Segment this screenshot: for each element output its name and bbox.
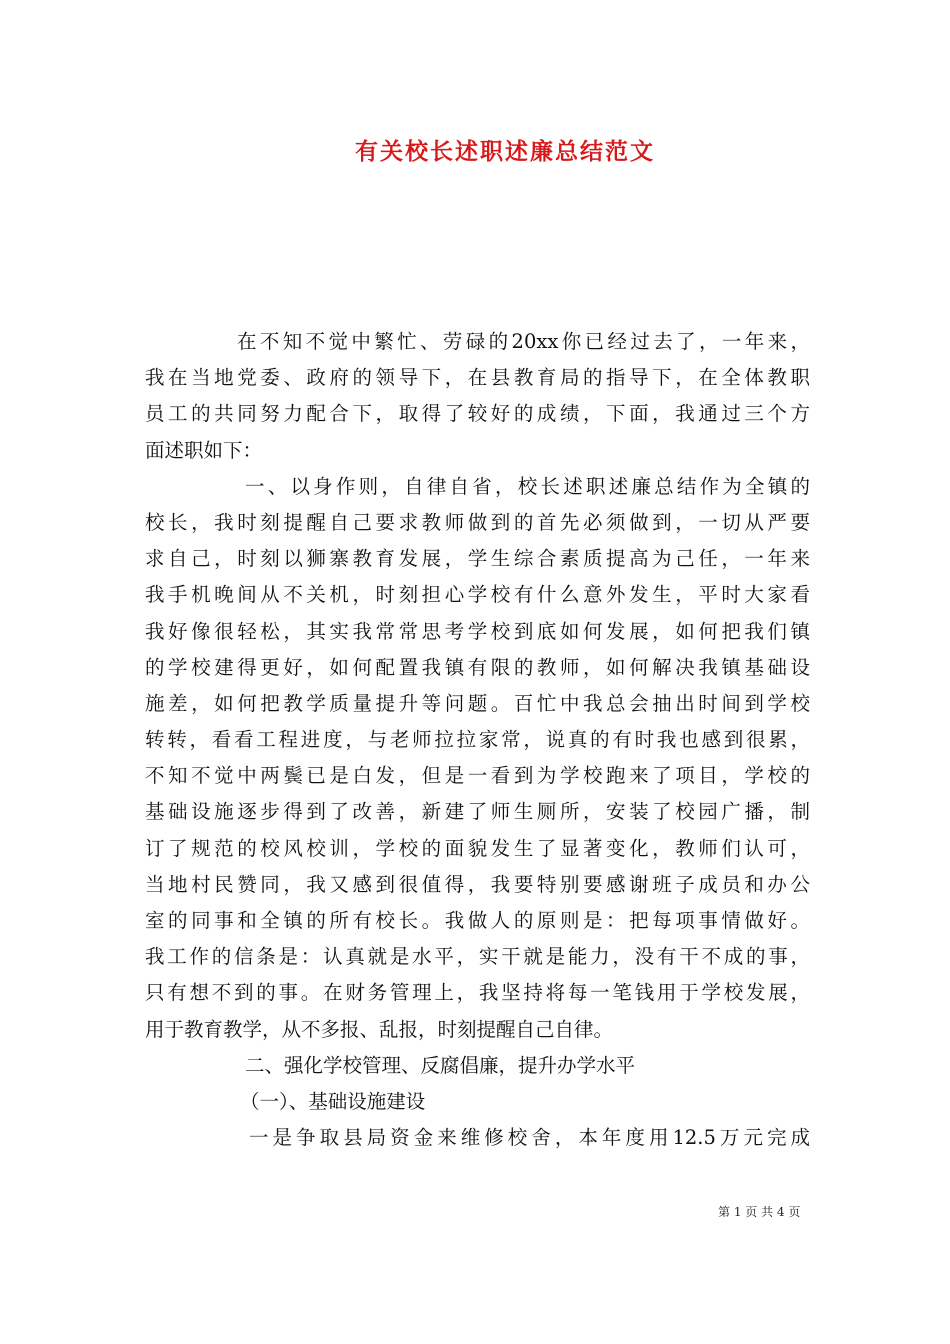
body-line: 订了规范的校风校训，学校的面貌发生了显著变化，教师们认可， <box>145 836 810 860</box>
body-line: 室的同事和全镇的所有校长。我做人的原则是：把每项事情做好。 <box>145 909 810 932</box>
body-line: 我好像很轻松，其实我常常思考学校到底如何发展，如何把我们镇 <box>145 619 810 643</box>
body-line: 只有想不到的事。在财务管理上，我坚持将每一笔钱用于学校发展， <box>145 981 810 1005</box>
body-line: 校长，我时刻提醒自己要求教师做到的首先必须做到，一切从严要 <box>145 510 810 534</box>
body-line: 基础设施逐步得到了改善，新建了师生厕所，安装了校园广播，制 <box>145 800 810 824</box>
page-footer: 第 1 页 共 4 页 <box>718 1205 801 1219</box>
body-line: 用于教育教学，从不多报、乱报，时刻提醒自己自律。 <box>145 1017 614 1041</box>
document-title: 有关校长述职述廉总结范文 <box>355 138 655 165</box>
body-line: 当地村民赞同，我又感到很值得，我要特别要感谢班子成员和办公 <box>145 872 810 896</box>
body-line: 我手机晚间从不关机，时刻担心学校有什么意外发生，平时大家看 <box>145 583 810 607</box>
document-body <box>145 324 810 1156</box>
body-line: 一、以身作则，自律自省，校长述职述廉总结作为全镇的 <box>245 474 810 498</box>
body-line: 施差，如何把教学质量提升等问题。百忙中我总会抽出时间到学校 <box>145 691 810 715</box>
body-line: （一）、基础设施建设 <box>240 1089 426 1113</box>
body-line: 求自己，时刻以狮寨教育发展，学生综合素质提高为己任，一年来 <box>145 547 810 571</box>
body-line: 一是争取县局资金来维修校舍，本年度用12.5万元完成 <box>249 1126 810 1150</box>
body-line: 的学校建得更好，如何配置我镇有限的教师，如何解决我镇基础设 <box>145 655 810 679</box>
body-line: 不知不觉中两鬓已是白发，但是一看到为学校跑来了项目，学校的 <box>145 764 810 788</box>
body-line: 转转，看看工程进度，与老师拉拉家常，说真的有时我也感到很累， <box>145 728 810 752</box>
body-line: 面述职如下： <box>145 438 263 462</box>
body-line: 员工的共同努力配合下，取得了较好的成绩，下面，我通过三个方 <box>145 402 810 426</box>
body-line: 我工作的信条是：认真就是水平，实干就是能力，没有干不成的事， <box>145 945 810 969</box>
body-line: 在不知不觉中繁忙、劳碌的20xx你已经过去了，一年来， <box>237 330 810 353</box>
body-line: 我在当地党委、政府的领导下，在县教育局的指导下，在全体教职 <box>145 366 810 390</box>
body-line: 二、强化学校管理、反腐倡廉，提升办学水平 <box>245 1053 636 1077</box>
